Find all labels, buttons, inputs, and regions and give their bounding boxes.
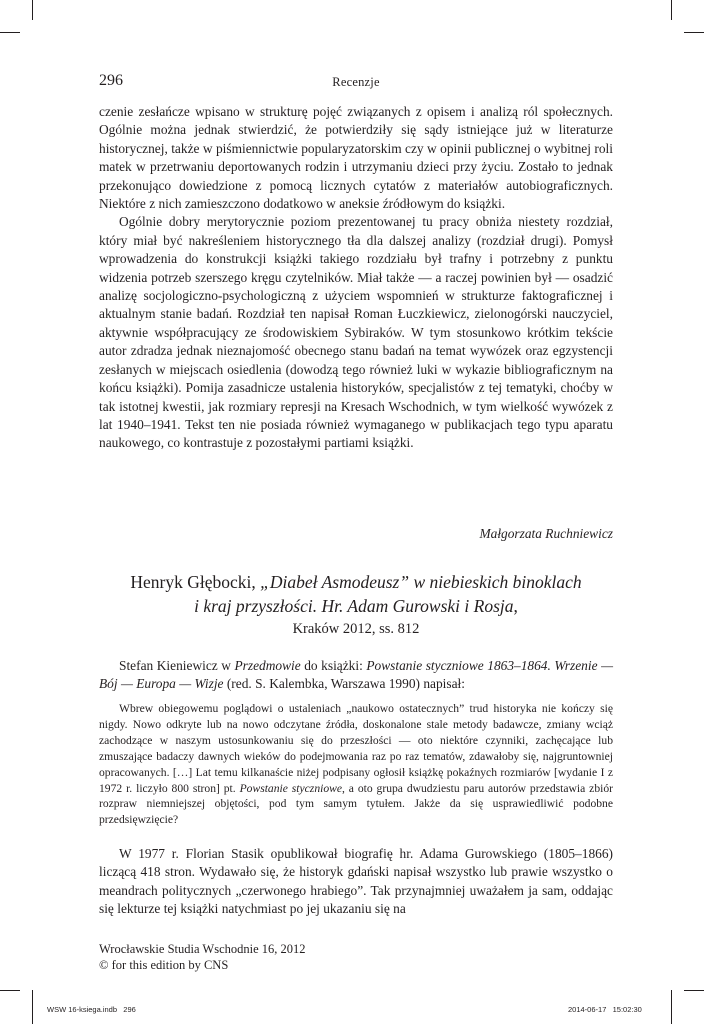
- crop-mark: [671, 0, 672, 20]
- continuation-paragraph: [99, 845, 613, 919]
- quote-text: , a oto grupa dwudziestu paru autorów przedstawia zbiór rozpraw niemniejszej objętości, pod tym samym tytułem. Jakże da się usprawiedliwić podobne przedsięwzięcie?: [99, 781, 614, 827]
- paragraph: Ogólnie dobry merytorycznie poziom prezentowanej tu pracy obniża niestety rozdział, który miał być nakreśleniem historycznego tła dla dalszej analizy (rozdział drugi). Pomysł wprowadzenia do konstrukcji książki takiego rozdziału był trafny i potrzebny z punktu widzenia potrzeb szerszego kręgu czytelników. Miał także — a raczej powinien był — osadzić analizę socjologiczno-psychologiczną z użyciem wspomnień w strukturze faktograficznej i aktualnym stanie badań. Rozdział ten napisał Roman Łuczkiewicz, zielonogórski nauczyciel, aktywnie współpracujący ze środowiskiem Sybiraków. W tym stosunkowo krótkim tekście autor zdradza jednak nieznajomość obecnego stanu badań na temat wywózek oraz egzystencji zesłanych w miejscach osiedlenia (dowodzą tego również luki w wykazie bibliograficznym na końcu książki). Pomija zasadnicze ustalenia historyków, specjalistów z tej tematyki, choćby w tak istotnej kwestii, jak rozmiary represji na Kresach Wschodnich, w tym wielkość wywózek z lat 1940–1941. Tekst ten nie posiada również wymaganego w publikacjach tego typu aparatu naukowego, co kontrastuje z pozostałymi partiami książki.: [99, 214, 613, 451]
- paragraph: W 1977 r. Florian Stasik opublikował biografię hr. Adama Gurowskiego (1805–1866) liczącą 418 stron. Wydawało się, że historyk gdański napisał wszystko lub prawie wszystko o meandrach politycznych „czerwonego hrabiego”. Tak przynajmniej uważałem ja sam, oddając się lekturze tej książki natychmiast po jej ukazaniu się na: [99, 846, 613, 917]
- copyright-line: © for this edition by CNS: [99, 958, 229, 972]
- print-slug-timestamp: 2014-06-17 15:02:30: [568, 1005, 642, 1014]
- crop-mark: [684, 32, 704, 33]
- review-body: [99, 103, 613, 453]
- journal-line: Wrocławskie Studia Wschodnie 16, 2012: [99, 942, 306, 956]
- quote-italic: Powstanie styczniowe: [239, 781, 343, 795]
- block-quote: [99, 701, 613, 828]
- quote-text: Wbrew obiegowemu poglądowi o ustaleniach „naukowo ostatecznych” trud historyka nie kończy się nigdy. Nowo odkryte lub na nowo odczytane źródła, doskonalone stale metody badawcze, zmiany wciąż zachodzące w naszym ustosunkowaniu się do przeszłości — oto niektóre czynniki, zachęcające lub zmuszające badaczy dawnych wieków do podejmowania raz po raz tematów, zdawałoby się, najgruntowniej opracowanych. […] Lat temu kilkanaście niżej podpisany ogłosił książkę pokaźnych rozmiarów [wydanie I z 1972 r. liczyło 800 stron] pt.: [99, 702, 613, 795]
- book-imprint: Kraków 2012, ss. 812: [292, 621, 420, 637]
- intro-text: Stefan Kieniewicz w: [119, 658, 235, 673]
- crop-mark: [32, 990, 33, 1024]
- reviewed-book-heading: [99, 570, 613, 640]
- intro-text: do książki:: [300, 658, 367, 673]
- crop-mark: [32, 0, 33, 20]
- paragraph: czenie zesłańcze wpisano w strukturę pojęć związanych z opisem i analizą ról społecznych. Ogólnie można jednak stwierdzić, że potwierdziły się sądy istniejące już w literaturze historycznej, także w piśmiennictwie popularyzatorskim czy w opinii publicznej o wybitnej roli matek w przetrwaniu deportowanych rodzin i utrzymaniu dzieci przy życiu. Zostało to jednak przekonująco dowiedzione z pomocą licznych cytatów z materiałów autobiograficznych. Niektóre z nich zamieszczono dodatkowo w aneksie źródłowym do książki.: [99, 104, 613, 212]
- book-title-line-2: i kraj przyszłości. Hr. Adam Gurowski i Rosja: [194, 596, 514, 616]
- page-footer: [99, 941, 306, 973]
- running-head: Recenzje: [332, 75, 380, 89]
- intro-paragraph: [99, 657, 613, 694]
- crop-mark: [684, 990, 704, 991]
- title-comma: ,: [513, 596, 518, 616]
- page-header: [99, 72, 613, 92]
- intro-italic: Przedmowie: [234, 658, 301, 673]
- print-slug-file: WSW 16-ksiega.indb 296: [47, 1005, 136, 1014]
- crop-mark: [0, 32, 20, 33]
- intro-cited-title: Powstanie styczniowe 1863–1864. Wrzenie — Bój — Europa — Wizje: [99, 658, 613, 692]
- book-author: Henryk Głębocki,: [130, 572, 261, 592]
- crop-mark: [0, 990, 20, 991]
- intro-text: (red. S. Kalembka, Warszawa 1990) napisał:: [223, 676, 465, 692]
- book-title-line-1: „Diabeł Asmodeusz” w niebieskich binoklach: [260, 572, 582, 592]
- review-signature: Małgorzata Ruchniewicz: [479, 526, 613, 541]
- page-number: 296: [99, 72, 123, 89]
- crop-mark: [671, 990, 672, 1024]
